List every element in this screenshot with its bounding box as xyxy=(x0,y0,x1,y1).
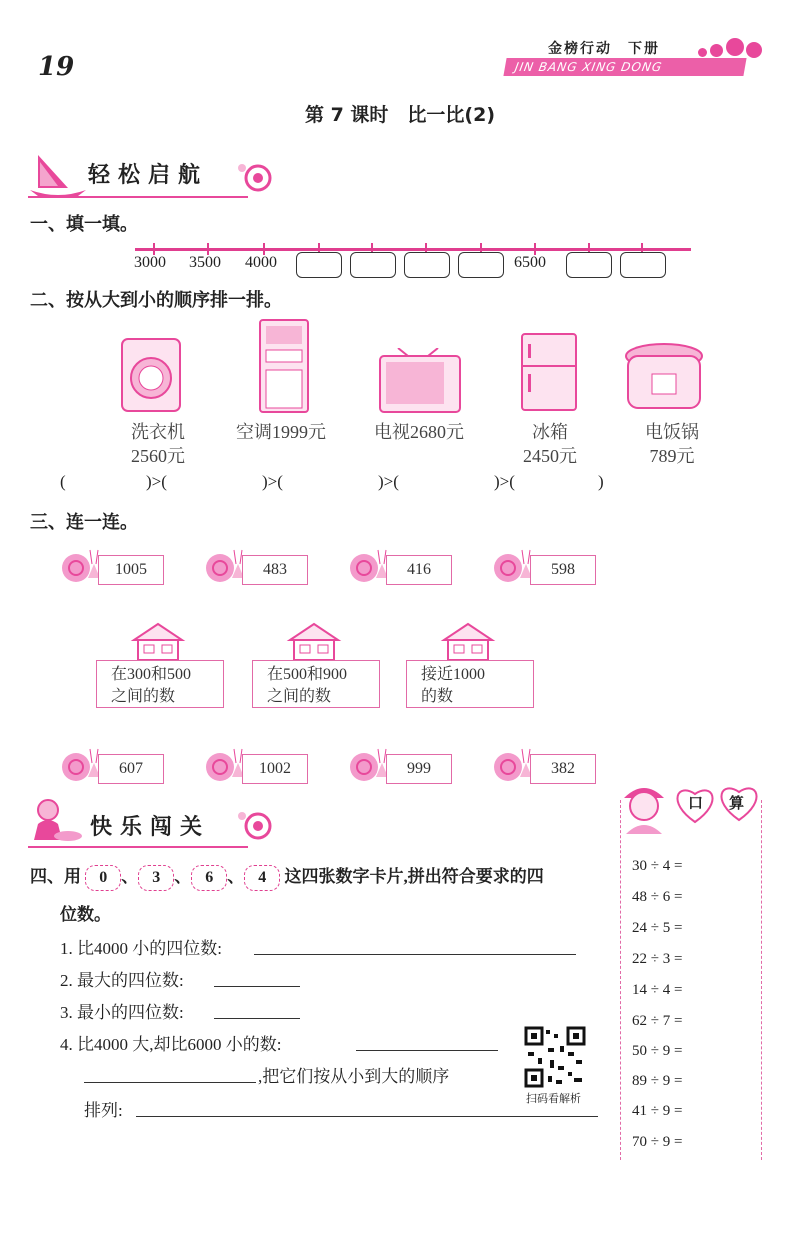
decor-dot xyxy=(710,44,723,57)
air-conditioner-icon xyxy=(258,318,310,418)
q4-item-1: 1. 比4000 小的四位数: xyxy=(60,939,222,958)
digit-card: 4 xyxy=(244,865,280,891)
decor-dot xyxy=(746,42,762,58)
appliance-label: 冰箱 2450元 xyxy=(523,422,577,466)
number-card[interactable]: 999 xyxy=(386,754,452,784)
range-house[interactable]: 接近1000 的数 xyxy=(406,660,534,708)
calc-item: 48 ÷ 6 = xyxy=(632,889,683,905)
appliance-label: 电视2680元 xyxy=(374,422,464,442)
compare-paren: ( xyxy=(60,472,66,491)
section-underline xyxy=(28,196,248,198)
number-card[interactable]: 1005 xyxy=(98,555,164,585)
calc-item: 14 ÷ 4 = xyxy=(632,982,683,998)
page-number: 19 xyxy=(38,52,75,82)
answer-box[interactable] xyxy=(458,252,504,278)
lesson-title: 第 7 课时 比一比(2) xyxy=(304,104,496,126)
swirl-icon xyxy=(232,806,282,846)
appliance-label: 空调1999元 xyxy=(236,422,326,442)
axis-label: 3000 xyxy=(134,254,166,271)
answer-box[interactable] xyxy=(620,252,666,278)
compare-paren: )>( xyxy=(262,472,283,491)
q2-heading: 二、按从大到小的顺序排一排。 xyxy=(30,290,282,311)
television-icon xyxy=(378,348,462,418)
answer-line[interactable] xyxy=(214,968,300,987)
q4-heading: 四、用 0 、 3 、 6 、 4 这四张数字卡片,拼出符合要求的四 xyxy=(30,862,544,891)
rice-cooker-icon xyxy=(622,340,706,418)
section-logo-relax: 轻松启航 xyxy=(88,162,209,188)
calc-item: 41 ÷ 9 = xyxy=(632,1103,683,1119)
q4-item-4-order: 排列: xyxy=(84,1101,123,1120)
answer-box[interactable] xyxy=(350,252,396,278)
answer-line[interactable] xyxy=(84,1064,256,1083)
answer-line[interactable] xyxy=(214,1000,300,1019)
number-card[interactable]: 483 xyxy=(242,555,308,585)
snail-icon xyxy=(348,546,390,590)
q4-item-4-cont: ,把它们按从小到大的顺序 xyxy=(258,1067,450,1086)
q4-heading-cont: 位数。 xyxy=(60,905,111,924)
calc-item: 22 ÷ 3 = xyxy=(632,951,683,967)
number-line xyxy=(135,248,691,251)
series-banner: JIN BANG XING DONG xyxy=(503,58,746,76)
axis-label: 4000 xyxy=(245,254,277,271)
calc-item: 50 ÷ 9 = xyxy=(632,1043,683,1059)
axis-label: 3500 xyxy=(189,254,221,271)
section-underline xyxy=(28,846,248,848)
axis-label: 6500 xyxy=(514,254,546,271)
number-card[interactable]: 607 xyxy=(98,754,164,784)
calc-item: 24 ÷ 5 = xyxy=(632,920,683,936)
range-house[interactable]: 在500和900 之间的数 xyxy=(252,660,380,708)
snail-icon xyxy=(204,745,246,789)
number-card[interactable]: 382 xyxy=(530,754,596,784)
qr-caption: 扫码看解析 xyxy=(526,1092,581,1105)
compare-paren: )>( xyxy=(378,472,399,491)
snail-icon xyxy=(60,745,102,789)
qr-code-icon[interactable] xyxy=(524,1026,586,1092)
q1-heading: 一、填一填。 xyxy=(30,214,138,235)
number-card[interactable]: 416 xyxy=(386,555,452,585)
range-house[interactable]: 在300和500 之间的数 xyxy=(96,660,224,708)
answer-box[interactable] xyxy=(566,252,612,278)
mental-math-title: 口算 xyxy=(688,794,771,812)
snail-icon xyxy=(492,745,534,789)
q3-heading: 三、连一连。 xyxy=(30,512,138,533)
calc-item: 62 ÷ 7 = xyxy=(632,1013,683,1029)
swirl-icon xyxy=(232,158,282,198)
q4-item-3: 3. 最小的四位数: xyxy=(60,1003,184,1022)
washing-machine-icon xyxy=(118,333,184,417)
snail-icon xyxy=(348,745,390,789)
compare-paren: ) xyxy=(598,472,604,491)
compare-paren: )>( xyxy=(494,472,515,491)
answer-line[interactable] xyxy=(254,936,576,955)
kid-icon xyxy=(28,796,84,848)
answer-box[interactable] xyxy=(296,252,342,278)
q4-item-4: 4. 比4000 大,却比6000 小的数: xyxy=(60,1035,282,1054)
appliance-label: 电饭锅 789元 xyxy=(645,422,699,466)
number-card[interactable]: 598 xyxy=(530,555,596,585)
q4-item-2: 2. 最大的四位数: xyxy=(60,971,184,990)
calc-item: 89 ÷ 9 = xyxy=(632,1073,683,1089)
compare-paren: )>( xyxy=(146,472,167,491)
appliance-label: 洗衣机 2560元 xyxy=(131,422,185,466)
digit-card: 0 xyxy=(85,865,121,891)
answer-line[interactable] xyxy=(356,1032,498,1051)
calc-item: 30 ÷ 4 = xyxy=(632,858,683,874)
decor-dot xyxy=(726,38,744,56)
snail-icon xyxy=(492,546,534,590)
number-card[interactable]: 1002 xyxy=(242,754,308,784)
series-title: 金榜行动 下册 xyxy=(548,41,660,57)
answer-box[interactable] xyxy=(404,252,450,278)
section-logo-levels: 快乐闯关 xyxy=(90,814,211,840)
digit-card: 6 xyxy=(191,865,227,891)
digit-card: 3 xyxy=(138,865,174,891)
decor-dot xyxy=(698,48,707,57)
snail-icon xyxy=(204,546,246,590)
refrigerator-icon xyxy=(520,332,578,416)
calc-item: 70 ÷ 9 = xyxy=(632,1134,683,1150)
snail-icon xyxy=(60,546,102,590)
